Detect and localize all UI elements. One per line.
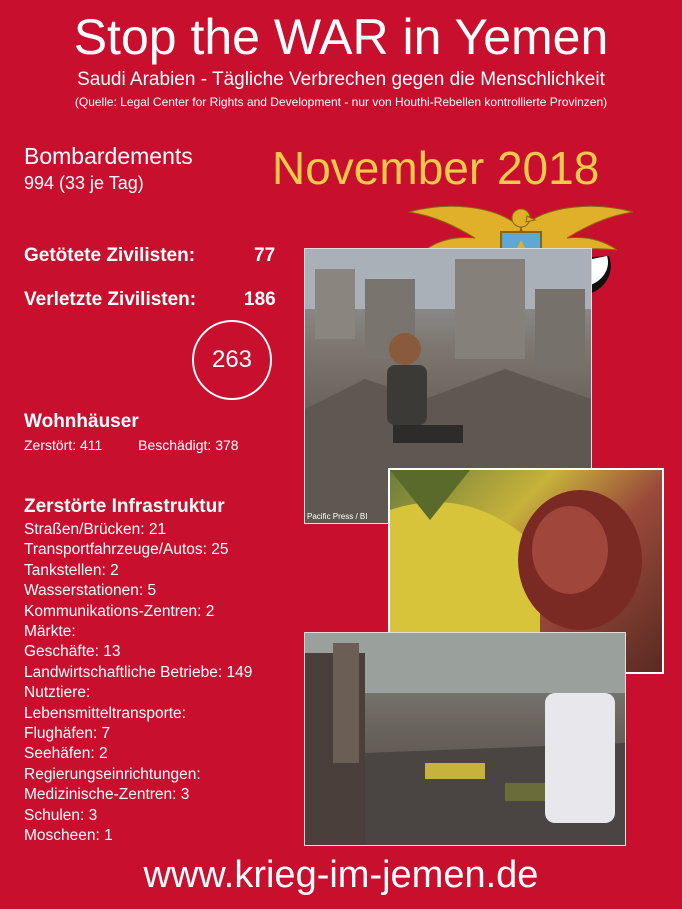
list-item: Regierungseinrichtungen: xyxy=(24,765,201,783)
crowd-photo xyxy=(304,632,626,846)
source-note: (Quelle: Legal Center for Rights and Development - nur von Houthi-Rebellen kontrollierte Provinzen) xyxy=(74,95,608,109)
list-item: Medizinische-Zentren: 3 xyxy=(24,786,190,804)
month-label: November 2018 xyxy=(272,142,600,194)
injured-civilians-value: 186 xyxy=(244,289,276,310)
list-item: Straßen/Brücken: 21 xyxy=(24,521,167,538)
list-item: Märkte: xyxy=(24,623,76,641)
list-item: Transportfahrzeuge/Autos: 25 xyxy=(24,541,229,559)
injured-civilians-row xyxy=(24,288,276,312)
list-item: Lebensmitteltransporte: xyxy=(24,704,186,722)
houses-damaged-label: Beschädigt: xyxy=(138,437,212,453)
poster-subtitle: Saudi Arabien - Tägliche Verbrechen gegen die Menschlichkeit xyxy=(77,69,605,90)
list-item: Geschäfte: 13 xyxy=(24,643,121,661)
houses-destroyed-value: 411 xyxy=(80,437,103,453)
houses-destroyed-label: Zerstört: xyxy=(24,437,77,453)
list-item: Tankstellen: 2 xyxy=(24,561,119,579)
houses-values xyxy=(24,436,239,454)
list-item: Moscheen: 1 xyxy=(24,827,113,845)
bombings-heading: Bombardements xyxy=(24,143,193,169)
list-item: Flughäfen: 7 xyxy=(24,725,111,743)
bombings-value: 994 (33 je Tag) xyxy=(24,173,144,193)
houses-damaged-value: 378 xyxy=(215,437,239,453)
killed-civilians-label: Getötete Zivilisten: xyxy=(24,245,196,266)
list-item: Nutztiere: xyxy=(24,684,91,702)
list-item: Kommunikations-Zentren: 2 xyxy=(24,602,215,620)
infrastructure-heading: Zerstörte Infrastruktur xyxy=(24,496,225,517)
houses-heading: Wohnhäuser xyxy=(24,411,139,432)
list-item: Landwirtschaftliche Betriebe: 149 xyxy=(24,663,253,681)
website-url: www.krieg-im-jemen.de xyxy=(143,854,539,896)
injured-civilians-label: Verletzte Zivilisten: xyxy=(24,289,197,310)
list-item: Seehäfen: 2 xyxy=(24,745,108,763)
infrastructure-list xyxy=(24,520,252,847)
killed-civilians-row xyxy=(24,244,276,268)
total-casualties-badge: 263 xyxy=(192,320,272,400)
poster-title: Stop the WAR in Yemen xyxy=(73,9,609,65)
killed-civilians-value: 77 xyxy=(254,245,276,266)
list-item: Wasserstationen: 5 xyxy=(24,582,157,600)
list-item: Schulen: 3 xyxy=(24,806,98,824)
crowd-scene xyxy=(305,633,625,845)
photo-credit: Pacific Press / BI xyxy=(307,512,368,521)
